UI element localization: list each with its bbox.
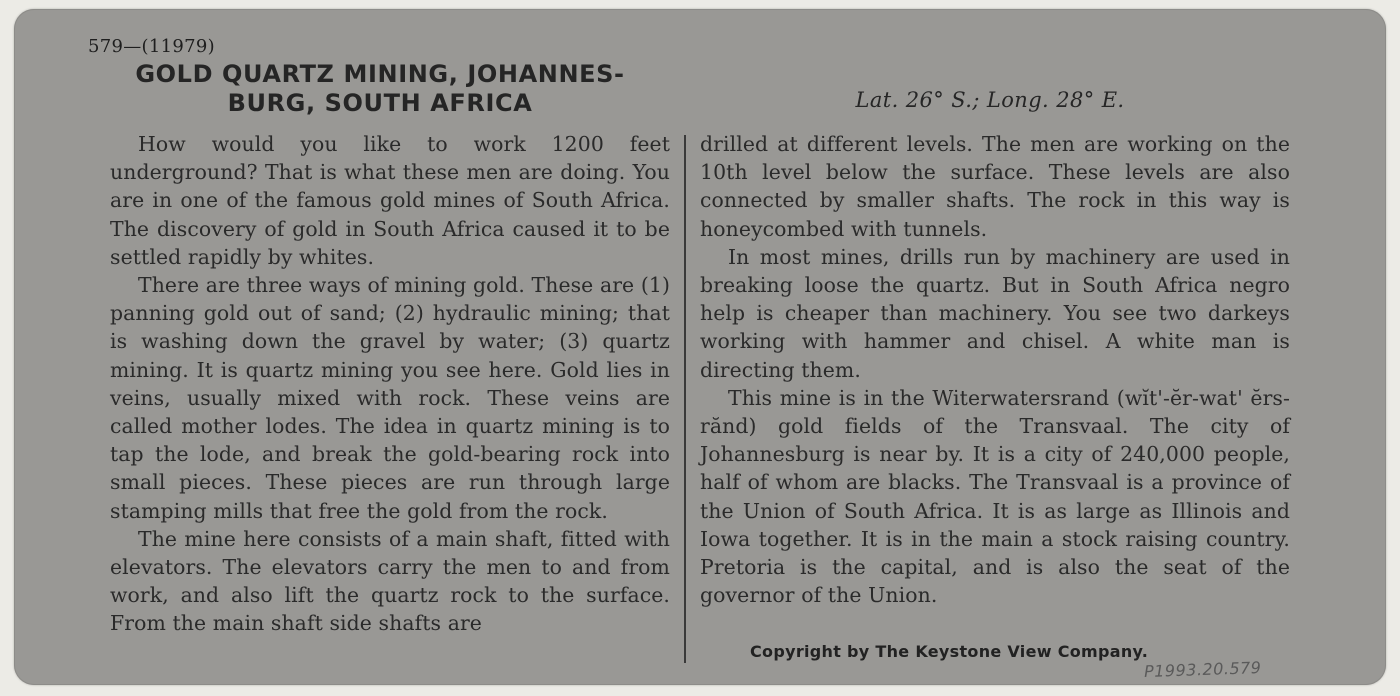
left-text-column — [110, 130, 670, 638]
title-line-1: GOLD QUARTZ MINING, JOHANNES- — [135, 60, 625, 88]
paragraph: In most mines, drills run by machinery are used in breaking loose the quartz. But in South Africa negro help is cheaper than machinery. You see two darkeys working with hammer and chisel. A white man is directing them. — [700, 244, 1290, 382]
catalog-number: P1993.20.579 — [1143, 657, 1262, 682]
paragraph: There are three ways of mining gold. These are (1) panning gold out of sand; (2) hydraulic mining; that is washing down the gravel by water; (3) quartz mining. It is quartz mining you see here. Gold lies in veins, usually mixed with rock. These veins are called mother lodes. The idea in quartz mining is to tap the lode, and break the gold-bearing rock into small pieces. These pieces are run through large stamping mills that free the gold from the rock. — [110, 273, 670, 523]
paragraph: drilled at different levels. The men are working on the 10th level below the surface. These levels are also connected by smaller shafts. The rock in this way is honeycombed with tunnels. — [700, 132, 1290, 241]
title-line-2: BURG, SOUTH AFRICA — [227, 89, 533, 117]
right-text-column — [700, 130, 1290, 609]
copyright-line: Copyright by The Keystone View Company. — [750, 642, 1149, 661]
lat-long-caption: Lat. 26° S.; Long. 28° E. — [855, 88, 1125, 112]
page-title — [60, 60, 700, 118]
view-number: 579—(11979) — [88, 36, 215, 57]
paragraph: How would you like to work 1200 feet underground? That is what these men are doing. You are in one of the famous gold mines of South Africa. The discovery of gold in South Africa caused it to be settled rapidly by whites. — [110, 132, 670, 269]
paragraph: The mine here consists of a main shaft, fitted with elevators. The elevators carry the men to and from work, and also lift the quartz rock to the surface. From the main shaft side shafts are — [110, 526, 670, 636]
column-divider — [684, 135, 686, 663]
paragraph: This mine is in the Witerwatersrand (wĭt'-ĕr-wat' ĕrs-rănd) gold fields of the Transvaal. The city of Johannesburg is near by. It is a city of 240,000 people, half of whom are blacks. The Transvaal is a province of the Union of South Africa. It is as large as Illinois and Iowa together. It is in the main a stock raising country. Pretoria is the capital, and is also the seat of the governor of the Union. — [700, 385, 1290, 608]
